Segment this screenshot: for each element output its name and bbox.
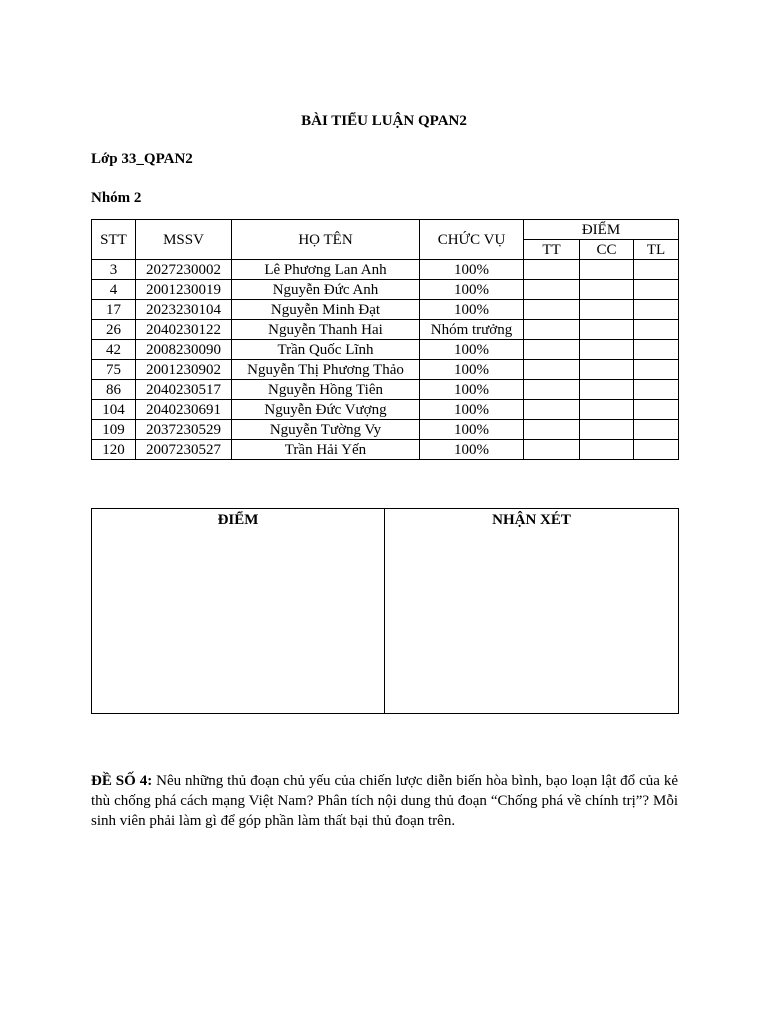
- header-chuc-vu: CHỨC VỤ: [420, 220, 524, 260]
- score-cc-cell: [580, 260, 634, 280]
- score-cc-cell: [580, 420, 634, 440]
- stt-cell: 42: [92, 340, 136, 360]
- table-row: [92, 380, 679, 400]
- mssv-cell: 2040230517: [136, 380, 232, 400]
- name-cell: Nguyễn Thanh Hai: [232, 320, 420, 340]
- role-cell: 100%: [420, 340, 524, 360]
- score-tl-cell: [634, 380, 679, 400]
- score-tt-cell: [524, 440, 580, 460]
- header-stt: STT: [92, 220, 136, 260]
- mssv-cell: 2027230002: [136, 260, 232, 280]
- stt-cell: 17: [92, 300, 136, 320]
- stt-cell: 26: [92, 320, 136, 340]
- score-tl-cell: [634, 280, 679, 300]
- score-tt-cell: [524, 280, 580, 300]
- role-cell: Nhóm trưởng: [420, 320, 524, 340]
- score-header: ĐIỂM: [92, 509, 385, 714]
- stt-cell: 75: [92, 360, 136, 380]
- role-cell: 100%: [420, 260, 524, 280]
- stt-cell: 3: [92, 260, 136, 280]
- role-cell: 100%: [420, 440, 524, 460]
- role-cell: 100%: [420, 380, 524, 400]
- score-tt-cell: [524, 320, 580, 340]
- score-tl-cell: [634, 420, 679, 440]
- mssv-cell: 2008230090: [136, 340, 232, 360]
- members-table: [91, 219, 679, 460]
- name-cell: Lê Phương Lan Anh: [232, 260, 420, 280]
- name-cell: Nguyễn Thị Phương Thảo: [232, 360, 420, 380]
- assignment-text: Nêu những thủ đoạn chủ yếu của chiến lược diễn biến hòa bình, bạo loạn lật đổ của kẻ thù chống phá cách mạng Việt Nam? Phân tích nội dung thủ đoạn “Chống phá về chính trị”? Mỗi sinh viên phải làm gì để góp phần làm thất bại thủ đoạn trên.: [91, 773, 679, 829]
- role-cell: 100%: [420, 300, 524, 320]
- score-tt-cell: [524, 260, 580, 280]
- score-cc-cell: [580, 320, 634, 340]
- name-cell: Trần Hải Yến: [232, 440, 420, 460]
- document-title: BÀI TIỂU LUẬN QPAN2: [301, 113, 467, 129]
- table-row: [92, 280, 679, 300]
- header-tl: TL: [634, 240, 679, 260]
- score-tt-cell: [524, 300, 580, 320]
- header-diem: ĐIỂM: [524, 220, 679, 240]
- table-row: [92, 260, 679, 280]
- table-row: [92, 420, 679, 440]
- mssv-cell: 2007230527: [136, 440, 232, 460]
- score-tl-cell: [634, 360, 679, 380]
- name-cell: Trần Quốc Lĩnh: [232, 340, 420, 360]
- mssv-cell: 2023230104: [136, 300, 232, 320]
- score-cc-cell: [580, 400, 634, 420]
- stt-cell: 104: [92, 400, 136, 420]
- name-cell: Nguyễn Đức Anh: [232, 280, 420, 300]
- table-row: [92, 340, 679, 360]
- mssv-cell: 2037230529: [136, 420, 232, 440]
- score-tl-cell: [634, 300, 679, 320]
- score-tt-cell: [524, 420, 580, 440]
- name-cell: Nguyễn Đức Vượng: [232, 400, 420, 420]
- header-ho-ten: HỌ TÊN: [232, 220, 420, 260]
- score-tt-cell: [524, 340, 580, 360]
- member-rows: [92, 260, 679, 460]
- header-mssv: MSSV: [136, 220, 232, 260]
- name-cell: Nguyễn Tường Vy: [232, 420, 420, 440]
- score-tl-cell: [634, 320, 679, 340]
- group-label: Nhóm 2: [91, 190, 142, 206]
- stt-cell: 120: [92, 440, 136, 460]
- mssv-cell: 2001230019: [136, 280, 232, 300]
- assignment-prompt: [91, 771, 678, 831]
- score-cc-cell: [580, 360, 634, 380]
- score-tt-cell: [524, 360, 580, 380]
- grading-table: [91, 508, 679, 714]
- score-cc-cell: [580, 340, 634, 360]
- score-tt-cell: [524, 400, 580, 420]
- score-tt-cell: [524, 380, 580, 400]
- score-cc-cell: [580, 440, 634, 460]
- score-tl-cell: [634, 400, 679, 420]
- table-row: [92, 300, 679, 320]
- score-tl-cell: [634, 260, 679, 280]
- score-cc-cell: [580, 280, 634, 300]
- mssv-cell: 2040230691: [136, 400, 232, 420]
- table-row: [92, 360, 679, 380]
- stt-cell: 109: [92, 420, 136, 440]
- score-cc-cell: [580, 380, 634, 400]
- score-tl-cell: [634, 440, 679, 460]
- name-cell: Nguyễn Hồng Tiên: [232, 380, 420, 400]
- stt-cell: 86: [92, 380, 136, 400]
- header-cc: CC: [580, 240, 634, 260]
- assignment-label: ĐỀ SỐ 4:: [91, 773, 153, 789]
- table-row: [92, 320, 679, 340]
- mssv-cell: 2040230122: [136, 320, 232, 340]
- stt-cell: 4: [92, 280, 136, 300]
- score-cc-cell: [580, 300, 634, 320]
- role-cell: 100%: [420, 280, 524, 300]
- table-row: [92, 440, 679, 460]
- class-label: Lớp 33_QPAN2: [91, 151, 193, 167]
- header-tt: TT: [524, 240, 580, 260]
- table-row: [92, 400, 679, 420]
- role-cell: 100%: [420, 420, 524, 440]
- score-tl-cell: [634, 340, 679, 360]
- comment-header: NHẬN XÉT: [385, 509, 679, 714]
- mssv-cell: 2001230902: [136, 360, 232, 380]
- role-cell: 100%: [420, 360, 524, 380]
- name-cell: Nguyễn Minh Đạt: [232, 300, 420, 320]
- role-cell: 100%: [420, 400, 524, 420]
